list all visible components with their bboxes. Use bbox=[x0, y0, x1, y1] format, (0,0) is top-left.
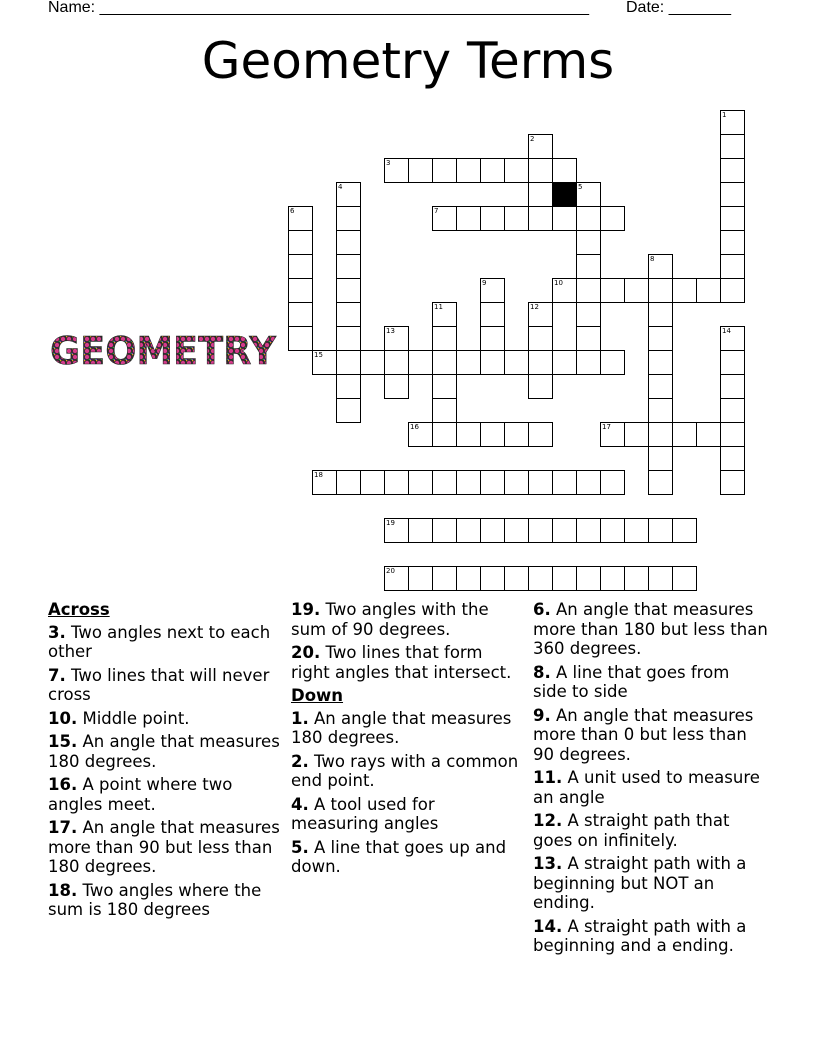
clue-item-number: 16. bbox=[48, 775, 78, 794]
grid-cell[interactable] bbox=[384, 518, 409, 543]
date-field[interactable]: Date: _______ bbox=[626, 0, 731, 16]
grid-cell[interactable] bbox=[648, 302, 673, 327]
grid-cell[interactable] bbox=[456, 470, 481, 495]
grid-cell[interactable] bbox=[552, 158, 577, 183]
grid-cell[interactable] bbox=[600, 422, 625, 447]
grid-cell[interactable] bbox=[720, 398, 745, 423]
grid-cell[interactable] bbox=[288, 326, 313, 351]
clue-number: 2 bbox=[530, 135, 535, 143]
clue-item-number: 20. bbox=[291, 643, 321, 662]
grid-cell[interactable] bbox=[648, 446, 673, 471]
clue-item-number: 5. bbox=[291, 837, 309, 857]
clue-item bbox=[48, 818, 283, 877]
clue-item-number: 4. bbox=[291, 794, 309, 814]
clue-item bbox=[48, 881, 283, 920]
grid-cell[interactable] bbox=[720, 446, 745, 471]
grid-cell[interactable] bbox=[576, 518, 601, 543]
grid-cell[interactable] bbox=[528, 566, 553, 591]
grid-cell[interactable] bbox=[552, 350, 577, 375]
clue-item bbox=[291, 600, 526, 639]
clue-item bbox=[48, 666, 283, 705]
grid-cell[interactable] bbox=[432, 326, 457, 351]
geometry-logo bbox=[48, 330, 278, 370]
grid-cell[interactable] bbox=[720, 158, 745, 183]
clue-item-text: A line that goes from side to side bbox=[533, 662, 730, 701]
clue-item bbox=[291, 643, 526, 682]
grid-cell[interactable] bbox=[600, 350, 625, 375]
grid-cell[interactable] bbox=[360, 350, 385, 375]
clue-item-number: 2. bbox=[291, 751, 309, 771]
clue-item-number: 17. bbox=[48, 818, 78, 837]
grid-cell[interactable] bbox=[576, 302, 601, 327]
clue-item bbox=[291, 838, 526, 877]
grid-cell[interactable] bbox=[432, 302, 457, 327]
grid-cell[interactable] bbox=[672, 518, 697, 543]
grid-cell[interactable] bbox=[648, 350, 673, 375]
clue-number: 3 bbox=[386, 159, 391, 167]
grid-cell[interactable] bbox=[336, 278, 361, 303]
clue-item bbox=[291, 795, 526, 834]
grid-cell[interactable] bbox=[648, 422, 673, 447]
grid-cell[interactable] bbox=[312, 470, 337, 495]
grid-cell[interactable] bbox=[720, 326, 745, 351]
clue-number: 20 bbox=[386, 567, 395, 575]
clue-item bbox=[48, 732, 283, 771]
clue-number: 14 bbox=[722, 327, 731, 335]
grid-cell[interactable] bbox=[480, 422, 505, 447]
clue-item-text: An angle that measures more than 180 but less than 360 degrees. bbox=[533, 600, 768, 658]
grid-cell[interactable] bbox=[480, 518, 505, 543]
grid-cell[interactable] bbox=[552, 470, 577, 495]
grid-cell[interactable] bbox=[336, 326, 361, 351]
grid-cell[interactable] bbox=[648, 326, 673, 351]
grid-cell[interactable] bbox=[528, 374, 553, 399]
clue-item-text: Middle point. bbox=[77, 708, 190, 728]
grid-cell[interactable] bbox=[600, 278, 625, 303]
clue-item-text: An angle that measures 180 degrees. bbox=[291, 708, 512, 747]
clue-item-text: A unit used to measure an angle bbox=[533, 768, 760, 807]
grid-cell[interactable] bbox=[528, 326, 553, 351]
clue-item-number: 6. bbox=[533, 600, 551, 619]
grid-cell[interactable] bbox=[288, 254, 313, 279]
grid-cell[interactable] bbox=[648, 278, 673, 303]
grid-cell[interactable] bbox=[456, 158, 481, 183]
clue-item-number: 15. bbox=[48, 732, 78, 751]
clue-item-number: 7. bbox=[48, 665, 66, 685]
grid-cell[interactable] bbox=[408, 518, 433, 543]
grid-cell[interactable] bbox=[720, 134, 745, 159]
grid-cell[interactable] bbox=[456, 422, 481, 447]
grid-cell[interactable] bbox=[288, 302, 313, 327]
clue-number: 8 bbox=[650, 255, 655, 263]
grid-cell[interactable] bbox=[480, 158, 505, 183]
grid-cell[interactable] bbox=[384, 326, 409, 351]
clue-number: 6 bbox=[290, 207, 295, 215]
grid-cell[interactable] bbox=[432, 350, 457, 375]
grid-cell[interactable] bbox=[384, 158, 409, 183]
grid-cell[interactable] bbox=[576, 350, 601, 375]
clue-item-number: 3. bbox=[48, 622, 66, 642]
clue-number: 11 bbox=[434, 303, 443, 311]
grid-cell[interactable] bbox=[528, 350, 553, 375]
grid-cell[interactable] bbox=[528, 518, 553, 543]
clue-number: 9 bbox=[482, 279, 487, 287]
grid-cell[interactable] bbox=[576, 326, 601, 351]
grid-cell[interactable] bbox=[456, 566, 481, 591]
clue-number: 12 bbox=[530, 303, 539, 311]
grid-cell[interactable] bbox=[432, 470, 457, 495]
grid-cell[interactable] bbox=[288, 206, 313, 231]
grid-cell[interactable] bbox=[336, 182, 361, 207]
clue-item-text: A line that goes up and down. bbox=[291, 837, 507, 876]
grid-cell[interactable] bbox=[528, 302, 553, 327]
grid-cell[interactable] bbox=[432, 206, 457, 231]
grid-cell[interactable] bbox=[576, 182, 601, 207]
clue-item bbox=[48, 775, 283, 814]
grid-cell[interactable] bbox=[504, 206, 529, 231]
grid-cell[interactable] bbox=[600, 566, 625, 591]
clue-item-number: 11. bbox=[533, 768, 563, 787]
grid-cell[interactable] bbox=[288, 230, 313, 255]
grid-cell[interactable] bbox=[432, 566, 457, 591]
grid-cell[interactable] bbox=[648, 398, 673, 423]
clue-item-text: Two rays with a common end point. bbox=[291, 751, 519, 790]
grid-cell[interactable] bbox=[720, 422, 745, 447]
grid-cell[interactable] bbox=[696, 278, 721, 303]
grid-cell[interactable] bbox=[648, 566, 673, 591]
grid-cell[interactable] bbox=[576, 206, 601, 231]
clues-column-1 bbox=[48, 600, 283, 924]
clue-number: 4 bbox=[338, 183, 343, 191]
clue-item-number: 12. bbox=[533, 811, 563, 830]
grid-cell[interactable] bbox=[456, 206, 481, 231]
grid-cell[interactable] bbox=[408, 422, 433, 447]
clue-item-text: An angle that measures 180 degrees. bbox=[48, 732, 280, 771]
clue-number: 1 bbox=[722, 111, 727, 119]
grid-cell[interactable] bbox=[528, 158, 553, 183]
grid-cell[interactable] bbox=[624, 566, 649, 591]
clue-number: 17 bbox=[602, 423, 611, 431]
grid-cell[interactable] bbox=[384, 470, 409, 495]
grid-cell[interactable] bbox=[600, 518, 625, 543]
grid-cell[interactable] bbox=[336, 302, 361, 327]
grid-cell[interactable] bbox=[576, 254, 601, 279]
grid-cell[interactable] bbox=[696, 422, 721, 447]
across-heading: Across bbox=[48, 600, 110, 619]
grid-cell[interactable] bbox=[480, 302, 505, 327]
name-field[interactable]: Name: _______________________________________________________ bbox=[48, 0, 589, 16]
grid-cell[interactable] bbox=[336, 398, 361, 423]
grid-cell[interactable] bbox=[336, 230, 361, 255]
clue-item-number: 8. bbox=[533, 662, 551, 682]
clue-item-number: 10. bbox=[48, 708, 78, 728]
clue-item-number: 18. bbox=[48, 880, 78, 900]
clue-item bbox=[48, 709, 283, 729]
clue-item-text: An angle that measures more than 0 but less than 90 degrees. bbox=[533, 705, 754, 764]
clue-item-number: 14. bbox=[533, 916, 563, 936]
grid-cell[interactable] bbox=[504, 350, 529, 375]
grid-cell[interactable] bbox=[720, 278, 745, 303]
grid-cell[interactable] bbox=[480, 326, 505, 351]
grid-cell[interactable] bbox=[288, 278, 313, 303]
grid-cell[interactable] bbox=[720, 254, 745, 279]
grid-cell[interactable] bbox=[432, 422, 457, 447]
logo-text: GEOMETRY bbox=[50, 330, 277, 370]
grid-cell[interactable] bbox=[504, 158, 529, 183]
grid-cell[interactable] bbox=[528, 206, 553, 231]
clue-number: 19 bbox=[386, 519, 395, 527]
grid-cell[interactable] bbox=[600, 206, 625, 231]
clue-item-text: A straight path with a beginning and a ending. bbox=[533, 916, 747, 955]
clue-item-text: Two angles next to each other bbox=[48, 622, 271, 661]
grid-cell[interactable] bbox=[576, 566, 601, 591]
grid-cell[interactable] bbox=[336, 374, 361, 399]
clue-number: 10 bbox=[554, 279, 563, 287]
grid-cell[interactable] bbox=[720, 110, 745, 135]
down-heading: Down bbox=[291, 686, 344, 705]
grid-cell[interactable] bbox=[480, 278, 505, 303]
clue-item-text: Two lines that form right angles that intersect. bbox=[291, 643, 512, 682]
grid-cell[interactable] bbox=[480, 350, 505, 375]
grid-cell[interactable] bbox=[504, 518, 529, 543]
grid-cell[interactable] bbox=[648, 374, 673, 399]
clue-number: 5 bbox=[578, 183, 583, 191]
grid-cell[interactable] bbox=[480, 470, 505, 495]
grid-cell[interactable] bbox=[408, 566, 433, 591]
clue-item-text: A tool used for measuring angles bbox=[291, 794, 439, 833]
grid-cell[interactable] bbox=[720, 230, 745, 255]
clue-number: 16 bbox=[410, 423, 419, 431]
clue-number: 15 bbox=[314, 351, 323, 359]
grid-cell[interactable] bbox=[432, 398, 457, 423]
grid-cell[interactable] bbox=[432, 518, 457, 543]
clue-item bbox=[533, 811, 768, 850]
grid-cell[interactable] bbox=[456, 518, 481, 543]
clues-column-2 bbox=[291, 600, 526, 881]
grid-cell[interactable] bbox=[552, 518, 577, 543]
grid-cell[interactable] bbox=[504, 566, 529, 591]
grid-cell[interactable] bbox=[552, 206, 577, 231]
clue-item-number: 13. bbox=[533, 854, 563, 873]
grid-cell[interactable] bbox=[672, 566, 697, 591]
grid-cell[interactable] bbox=[672, 422, 697, 447]
clue-item bbox=[291, 752, 526, 791]
clue-item-text: An angle that measures more than 90 but less than 180 degrees. bbox=[48, 818, 280, 876]
grid-cell[interactable] bbox=[624, 422, 649, 447]
grid-cell[interactable] bbox=[384, 566, 409, 591]
clue-item bbox=[533, 768, 768, 807]
grid-cell[interactable] bbox=[504, 422, 529, 447]
grid-cell[interactable] bbox=[384, 374, 409, 399]
grid-cell[interactable] bbox=[576, 230, 601, 255]
grid-cell[interactable] bbox=[672, 278, 697, 303]
clue-number: 18 bbox=[314, 471, 323, 479]
clue-item-number: 1. bbox=[291, 708, 309, 728]
clue-item-text: A point where two angles meet. bbox=[48, 775, 233, 814]
grid-cell[interactable] bbox=[336, 206, 361, 231]
grid-cell[interactable] bbox=[720, 206, 745, 231]
clue-item bbox=[533, 600, 768, 659]
grid-cell[interactable] bbox=[624, 278, 649, 303]
grid-cell[interactable] bbox=[480, 206, 505, 231]
grid-cell[interactable] bbox=[648, 518, 673, 543]
clue-item bbox=[533, 663, 768, 702]
clue-item-text: A straight path with a beginning but NOT an ending. bbox=[533, 854, 747, 912]
grid-cell[interactable] bbox=[576, 470, 601, 495]
grid-cell[interactable] bbox=[552, 278, 577, 303]
clue-item-number: 19. bbox=[291, 600, 321, 619]
grid-cell[interactable] bbox=[624, 518, 649, 543]
grid-cell[interactable] bbox=[336, 470, 361, 495]
grid-cell[interactable] bbox=[720, 470, 745, 495]
grid-cell[interactable] bbox=[480, 566, 505, 591]
grid-cell[interactable] bbox=[384, 350, 409, 375]
clues-column-3 bbox=[533, 600, 768, 960]
grid-cell[interactable] bbox=[408, 158, 433, 183]
grid-cell[interactable] bbox=[528, 182, 553, 207]
clue-item-text: Two lines that will never cross bbox=[48, 665, 270, 704]
grid-cell[interactable] bbox=[408, 350, 433, 375]
clue-item-text: A straight path that goes on infinitely. bbox=[533, 811, 730, 850]
grid-cell[interactable] bbox=[720, 350, 745, 375]
clue-item-text: Two angles where the sum is 180 degrees bbox=[48, 880, 262, 919]
grid-cell[interactable] bbox=[456, 350, 481, 375]
grid-cell[interactable] bbox=[576, 278, 601, 303]
grid-cell[interactable] bbox=[528, 470, 553, 495]
clue-item bbox=[291, 709, 526, 748]
grid-cell[interactable] bbox=[336, 350, 361, 375]
grid-cell[interactable] bbox=[408, 470, 433, 495]
grid-cell[interactable] bbox=[312, 350, 337, 375]
grid-cell[interactable] bbox=[504, 470, 529, 495]
clue-item bbox=[533, 854, 768, 913]
grid-cell[interactable] bbox=[552, 566, 577, 591]
clue-item bbox=[48, 623, 283, 662]
grid-cell[interactable] bbox=[600, 470, 625, 495]
grid-cell[interactable] bbox=[432, 158, 457, 183]
grid-cell[interactable] bbox=[432, 374, 457, 399]
grid-cell[interactable] bbox=[720, 182, 745, 207]
grid-cell[interactable] bbox=[360, 470, 385, 495]
grid-cell[interactable] bbox=[528, 422, 553, 447]
clue-item-text: Two angles with the sum of 90 degrees. bbox=[291, 600, 489, 639]
clue-item-number: 9. bbox=[533, 705, 551, 725]
grid-cell[interactable] bbox=[528, 134, 553, 159]
black-cell bbox=[552, 182, 577, 207]
grid-cell[interactable] bbox=[648, 470, 673, 495]
clue-item bbox=[533, 706, 768, 765]
clue-number: 7 bbox=[434, 207, 439, 215]
clue-number: 13 bbox=[386, 327, 395, 335]
grid-cell[interactable] bbox=[648, 254, 673, 279]
page-title: Geometry Terms bbox=[201, 32, 615, 90]
clue-item bbox=[533, 917, 768, 956]
grid-cell[interactable] bbox=[720, 374, 745, 399]
grid-cell[interactable] bbox=[336, 254, 361, 279]
